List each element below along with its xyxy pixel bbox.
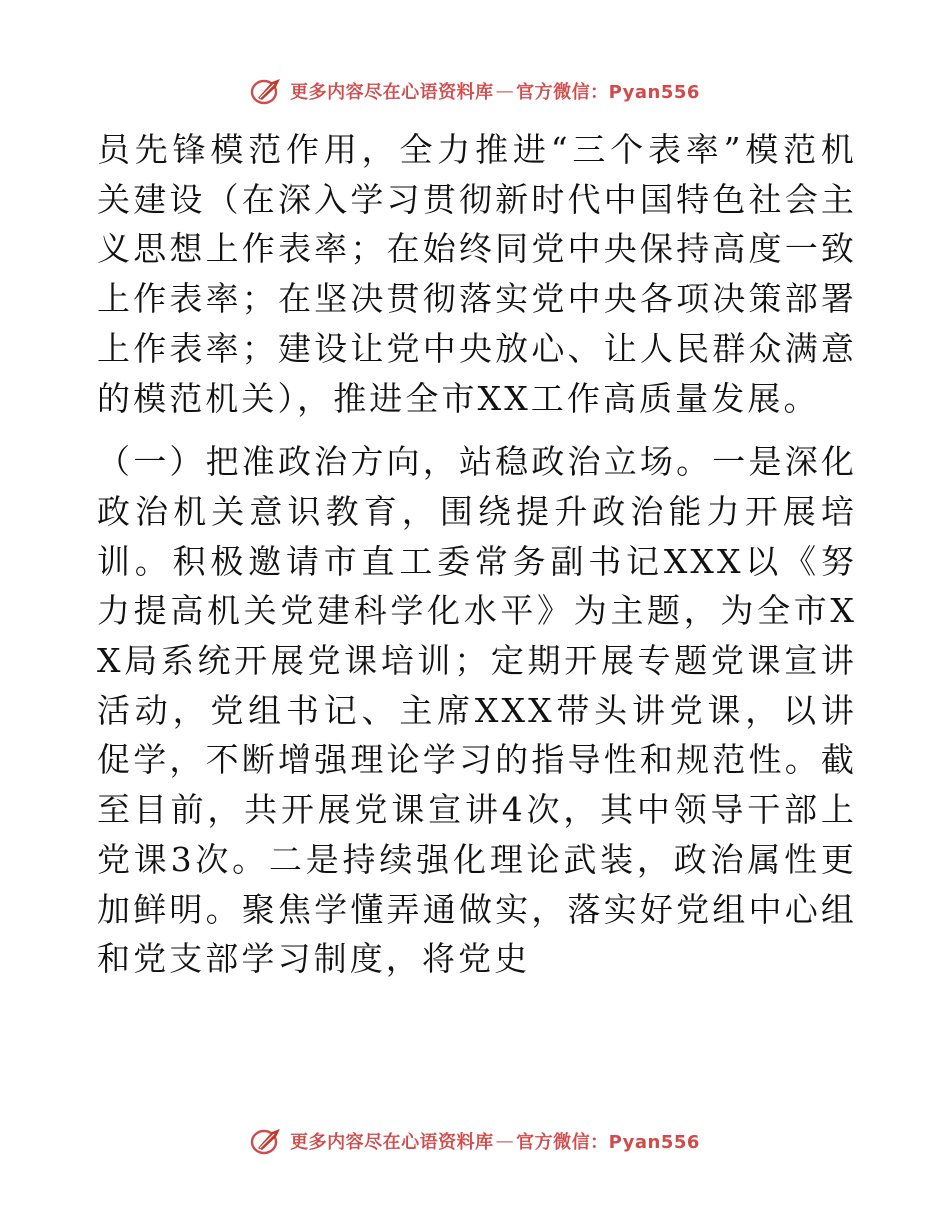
watermark-text: 更多内容尽在心语资料库 bbox=[290, 1132, 494, 1153]
watermark-contact: 官方微信：Pyan556 bbox=[516, 1132, 700, 1153]
header-watermark bbox=[0, 76, 950, 106]
pen-quill-logo-icon bbox=[250, 76, 284, 106]
footer-watermark bbox=[0, 1126, 950, 1156]
document-body bbox=[97, 125, 857, 984]
paragraph-continued: 员先锋模范作用，全力推进“三个表率”模范机关建设（在深入学习贯彻新时代中国特色社会主义思想上作表率；在始终同党中央保持高度一致上作表率；在坚决贯彻落实党中央各项决策部署上作表率；建设让党中央放心、让人民群众满意的模范机关），推进全市XX工作高质量发展。 bbox=[97, 130, 857, 418]
watermark-contact: 官方微信：Pyan556 bbox=[516, 82, 700, 103]
watermark-text: 更多内容尽在心语资料库 bbox=[290, 82, 494, 103]
watermark-separator: — bbox=[495, 80, 515, 102]
watermark-separator: — bbox=[495, 1130, 515, 1152]
pen-quill-logo-icon bbox=[250, 1126, 284, 1156]
paragraph-section-one: （一）把准政治方向，站稳政治立场。一是深化政治机关意识教育，围绕提升政治能力开展培训。积极邀请市直工委常务副书记XXX以《努力提高机关党建科学化水平》为主题，为全市XX局系统开展党课培训；定期开展专题党课宣讲活动，党组书记、主席XXX带头讲党课，以讲促学，不断增强理论学习的指导性和规范性。截至目前，共开展党课宣讲4次，其中领导干部上党课3次。二是持续强化理论武装，政治属性更加鲜明。聚焦学懂弄通做实，落实好党组中心组和党支部学习制度，将党史 bbox=[97, 442, 857, 979]
